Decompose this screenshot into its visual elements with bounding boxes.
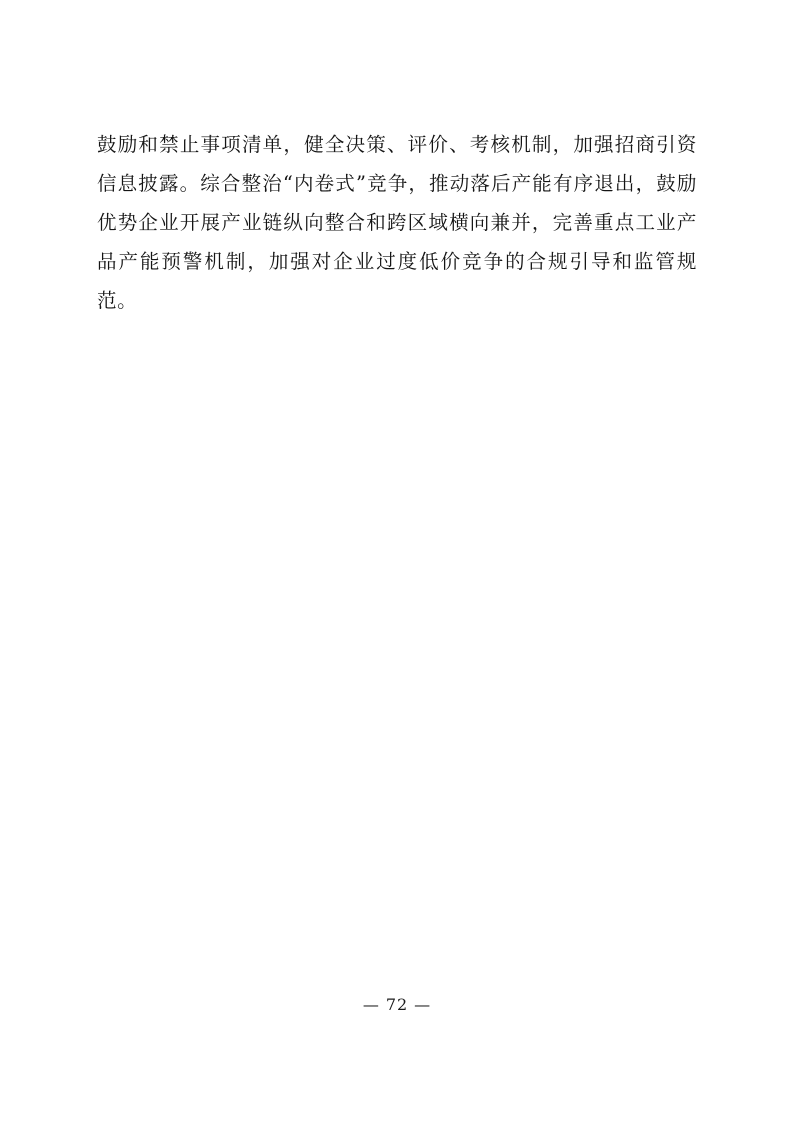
footer-left-dash: — [362,995,380,1014]
body-paragraph: 鼓励和禁止事项清单，健全决策、评价、考核机制，加强招商引资信息披露。综合整治“内卷式”竞争，推动落后产能有序退出，鼓励优势企业开展产业链纵向整合和跨区域横向兼并，完善重点工业产品产能预警机制，加强对企业过度低价竞争的合规引导和监管规范。 [97,133,697,312]
footer-right-dash: — [414,995,432,1014]
page-footer [0,995,794,1014]
page-number: 72 [385,995,409,1014]
